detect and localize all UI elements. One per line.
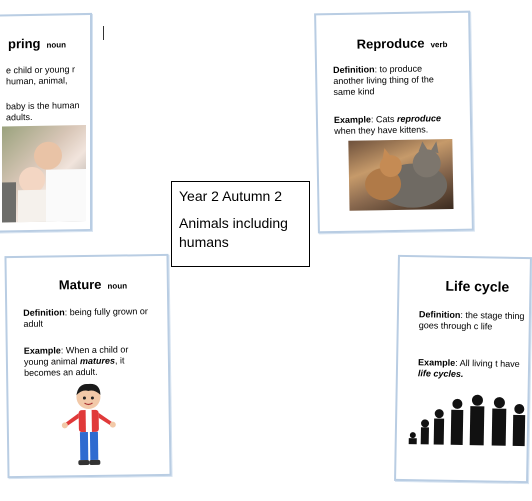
card-title: Mature noun [58,276,128,293]
definition-text: Definition: being fully grown or adult [23,306,148,329]
example-text: Example: When a child or young animal matures, it becomes an adult. [23,344,129,378]
definition-text: Definition: to produce another living thing of the same kind [332,63,434,98]
topic-name: Animals including humans [179,215,288,250]
child-cartoon-icon [58,383,119,470]
topic-term: Year 2 Autumn 2 [179,188,283,204]
topic-text-box[interactable] [171,181,310,267]
vocab-card-reproduce[interactable] [314,11,474,234]
card-title: pring noun [8,35,67,52]
card-title: Reproduce verb [356,35,448,52]
part-of-speech: noun [46,40,67,50]
card-title: Life cycle [445,277,510,295]
part-of-speech: verb [430,40,448,50]
example-text: baby is the human adults. [6,100,80,123]
definition-text: Definition: the stage thing goes through c life [418,309,525,332]
cat-kitten-photo [348,139,453,211]
vocab-card-life-cycle[interactable] [394,255,532,483]
parent-baby-photo [2,125,86,222]
definition-text: e child or young r human, animal, [6,64,76,87]
example-text: Example: Cats reproduce when they have kittens. [333,113,442,137]
vocab-card-offspring[interactable] [0,13,92,233]
text-cursor [103,26,104,40]
human-life-stages-icon [407,385,528,447]
vocab-card-mature[interactable] [4,254,171,478]
part-of-speech: noun [107,281,128,291]
example-text: Example: All living t have life cycles. [417,357,520,380]
